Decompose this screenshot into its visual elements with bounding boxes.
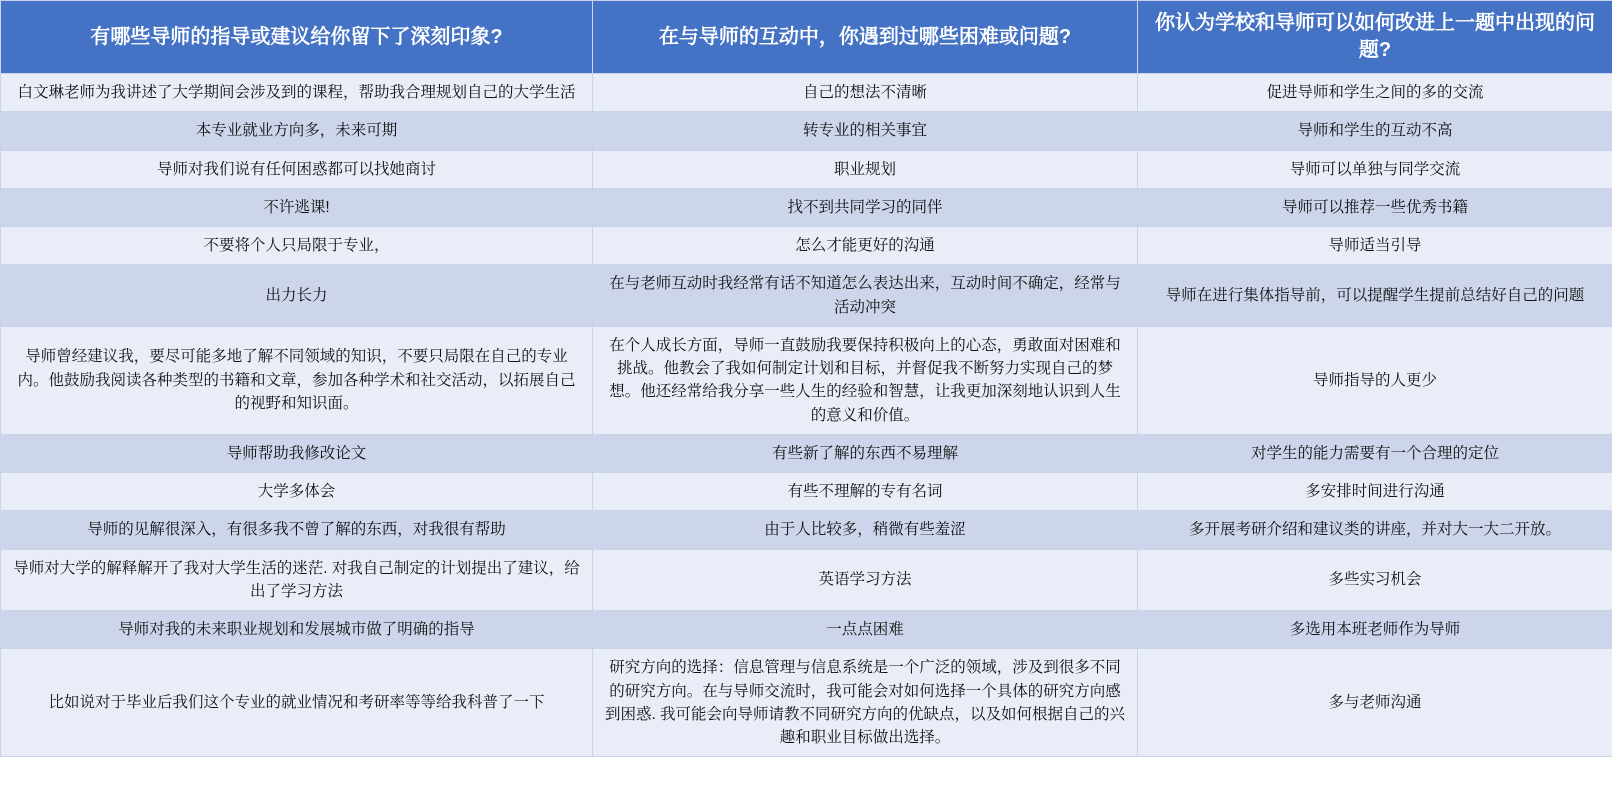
cell-difficulties: 有些新了解的东西不易理解 — [593, 434, 1138, 472]
cell-difficulties: 职业规划 — [593, 150, 1138, 188]
table-row — [1, 265, 1612, 327]
cell-difficulties: 转专业的相关事宜 — [593, 112, 1138, 150]
cell-difficulties: 由于人比较多，稍微有些羞涩 — [593, 511, 1138, 549]
cell-impressive-advice: 导师对大学的解释解开了我对大学生活的迷茫. 对我自己制定的计划提出了建议，给出了学习方法 — [1, 549, 593, 611]
table-row — [1, 326, 1612, 434]
cell-difficulties: 一点点困难 — [593, 611, 1138, 649]
cell-improvements: 导师可以单独与同学交流 — [1138, 150, 1612, 188]
table-row — [1, 611, 1612, 649]
cell-impressive-advice: 导师对我们说有任何困惑都可以找她商讨 — [1, 150, 593, 188]
cell-improvements: 多开展考研介绍和建议类的讲座，并对大一大二开放。 — [1138, 511, 1612, 549]
column-header-difficulties: 在与导师的互动中，你遇到过哪些困难或问题? — [593, 1, 1138, 74]
cell-improvements: 多安排时间进行沟通 — [1138, 473, 1612, 511]
cell-improvements: 多选用本班老师作为导师 — [1138, 611, 1612, 649]
cell-impressive-advice: 本专业就业方向多，未来可期 — [1, 112, 593, 150]
cell-improvements: 对学生的能力需要有一个合理的定位 — [1138, 434, 1612, 472]
cell-difficulties: 自己的想法不清晰 — [593, 74, 1138, 112]
table-row — [1, 112, 1612, 150]
table-row — [1, 473, 1612, 511]
cell-improvements: 导师适当引导 — [1138, 227, 1612, 265]
column-header-impressive-advice: 有哪些导师的指导或建议给你留下了深刻印象? — [1, 1, 593, 74]
cell-improvements: 促进导师和学生之间的多的交流 — [1138, 74, 1612, 112]
cell-difficulties: 在与老师互动时我经常有话不知道怎么表达出来，互动时间不确定，经常与活动冲突 — [593, 265, 1138, 327]
column-header-improvements: 你认为学校和导师可以如何改进上一题中出现的问题? — [1138, 1, 1612, 74]
cell-difficulties: 找不到共同学习的同伴 — [593, 188, 1138, 226]
table-row — [1, 150, 1612, 188]
cell-impressive-advice: 出力长力 — [1, 265, 593, 327]
table-row — [1, 434, 1612, 472]
cell-improvements: 导师在进行集体指导前，可以提醒学生提前总结好自己的问题 — [1138, 265, 1612, 327]
cell-improvements: 多些实习机会 — [1138, 549, 1612, 611]
table-row — [1, 74, 1612, 112]
cell-impressive-advice: 比如说对于毕业后我们这个专业的就业情况和考研率等等给我科普了一下 — [1, 649, 593, 757]
cell-impressive-advice: 导师帮助我修改论文 — [1, 434, 593, 472]
cell-difficulties: 怎么才能更好的沟通 — [593, 227, 1138, 265]
cell-impressive-advice: 导师的见解很深入，有很多我不曾了解的东西，对我很有帮助 — [1, 511, 593, 549]
cell-impressive-advice: 导师对我的未来职业规划和发展城市做了明确的指导 — [1, 611, 593, 649]
table-header-row — [1, 1, 1612, 74]
cell-difficulties: 研究方向的选择：信息管理与信息系统是一个广泛的领域，涉及到很多不同的研究方向。在与导师交流时，我可能会对如何选择一个具体的研究方向感到困惑. 我可能会向导师请教不同研究方向的优缺点，以及如何根据自己的兴趣和职业目标做出选择。 — [593, 649, 1138, 757]
cell-impressive-advice: 白文琳老师为我讲述了大学期间会涉及到的课程，帮助我合理规划自己的大学生活 — [1, 74, 593, 112]
table-row — [1, 549, 1612, 611]
cell-improvements: 导师可以推荐一些优秀书籍 — [1138, 188, 1612, 226]
table-row — [1, 511, 1612, 549]
cell-impressive-advice: 导师曾经建议我，要尽可能多地了解不同领域的知识，不要只局限在自己的专业内。他鼓励我阅读各种类型的书籍和文章，参加各种学术和社交活动，以拓展自己的视野和知识面。 — [1, 326, 593, 434]
table-row — [1, 227, 1612, 265]
cell-impressive-advice: 不许逃课! — [1, 188, 593, 226]
cell-difficulties: 有些不理解的专有名词 — [593, 473, 1138, 511]
table-row — [1, 188, 1612, 226]
cell-impressive-advice: 不要将个人只局限于专业， — [1, 227, 593, 265]
table-body — [1, 74, 1612, 757]
cell-improvements: 导师指导的人更少 — [1138, 326, 1612, 434]
table-header — [1, 1, 1612, 74]
table-row — [1, 649, 1612, 757]
cell-improvements: 导师和学生的互动不高 — [1138, 112, 1612, 150]
cell-improvements: 多与老师沟通 — [1138, 649, 1612, 757]
cell-difficulties: 英语学习方法 — [593, 549, 1138, 611]
cell-impressive-advice: 大学多体会 — [1, 473, 593, 511]
cell-difficulties: 在个人成长方面，导师一直鼓励我要保持积极向上的心态，勇敢面对困难和挑战。他教会了我如何制定计划和目标，并督促我不断努力实现自己的梦想。他还经常给我分享一些人生的经验和智慧，让我更加深刻地认识到人生的意义和价值。 — [593, 326, 1138, 434]
